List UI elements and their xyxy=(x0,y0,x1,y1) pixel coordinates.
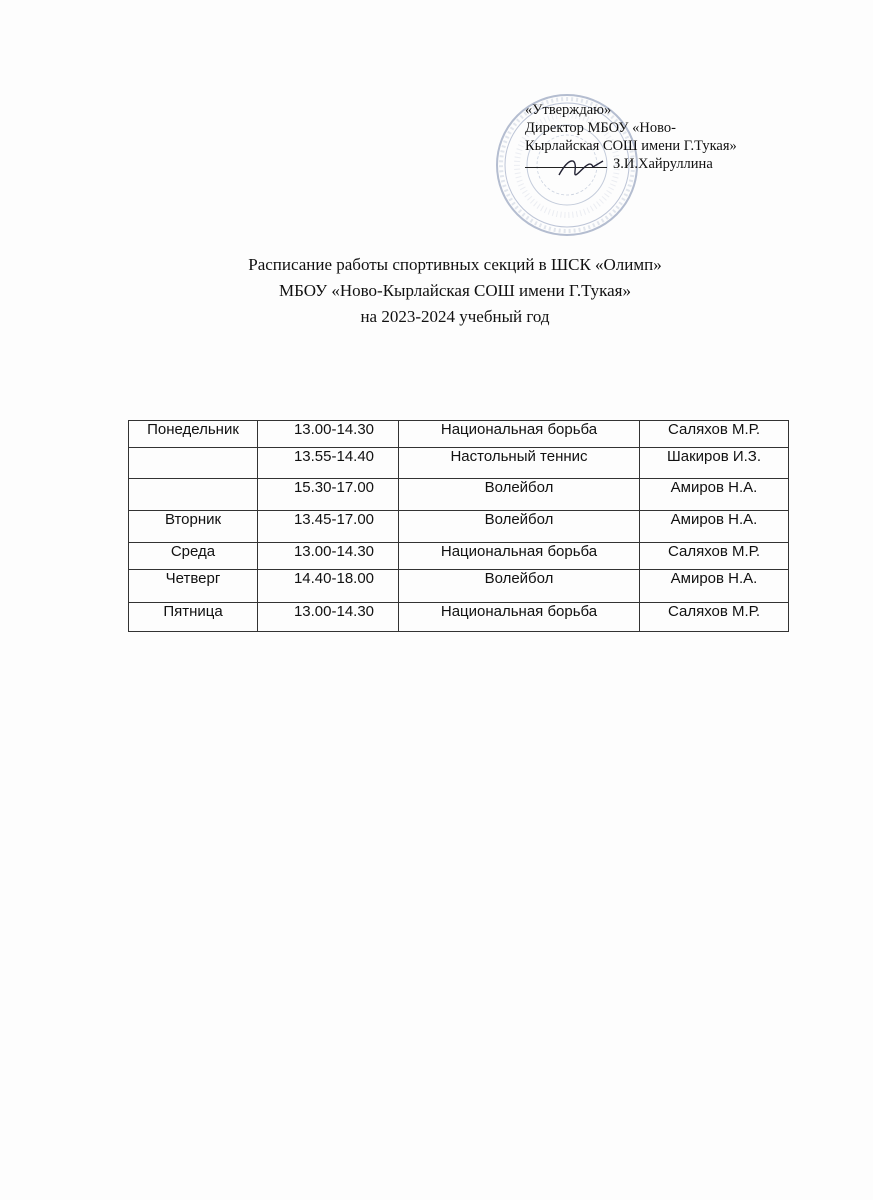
day-cell: Пятница xyxy=(129,603,258,632)
coach-cell: Амиров Н.А. xyxy=(640,570,789,603)
approval-heading: «Утверждаю» xyxy=(525,102,612,118)
sport-cell: Национальная борьба xyxy=(399,543,640,570)
sport-cell: Волейбол xyxy=(399,511,640,543)
table-row xyxy=(129,479,789,511)
sport-cell: Волейбол xyxy=(399,570,640,603)
coach-cell: Саляхов М.Р. xyxy=(640,543,789,570)
schedule-table xyxy=(128,420,789,632)
coach-cell: Амиров Н.А. xyxy=(640,479,789,511)
coach-cell: Амиров Н.А. xyxy=(640,511,789,543)
table-row xyxy=(129,511,789,543)
coach-cell: Саляхов М.Р. xyxy=(640,603,789,632)
title-line-2: МБОУ «Ново-Кырлайская СОШ имени Г.Тукая» xyxy=(279,281,631,300)
approval-position: Директор МБОУ «Ново- xyxy=(525,120,676,136)
day-cell: Понедельник xyxy=(129,421,258,448)
day-cell: Четверг xyxy=(129,570,258,603)
time-cell: 13.45-17.00 xyxy=(258,511,399,543)
sport-cell: Национальная борьба xyxy=(399,603,640,632)
table-row xyxy=(129,603,789,632)
time-cell: 13.00-14.30 xyxy=(258,421,399,448)
sport-cell: Волейбол xyxy=(399,479,640,511)
table-row xyxy=(129,421,789,448)
sport-cell: Настольный теннис xyxy=(399,448,640,479)
time-cell: 13.55-14.40 xyxy=(258,448,399,479)
coach-cell: Шакиров И.З. xyxy=(640,448,789,479)
day-cell: Вторник xyxy=(129,511,258,543)
time-cell: 15.30-17.00 xyxy=(258,479,399,511)
sport-cell: Национальная борьба xyxy=(399,421,640,448)
day-cell: Среда xyxy=(129,543,258,570)
day-cell xyxy=(129,448,258,479)
handwritten-signature xyxy=(555,153,615,183)
time-cell: 14.40-18.00 xyxy=(258,570,399,603)
coach-cell: Саляхов М.Р. xyxy=(640,421,789,448)
table-row xyxy=(129,570,789,603)
time-cell: 13.00-14.30 xyxy=(258,543,399,570)
title-line-1: Расписание работы спортивных секций в ШСК «Олимп» xyxy=(248,255,662,274)
approval-organization: Кырлайская СОШ имени Г.Тукая» xyxy=(525,138,737,154)
time-cell: 13.00-14.30 xyxy=(258,603,399,632)
document-title xyxy=(0,252,873,330)
day-cell xyxy=(129,479,258,511)
table-row xyxy=(129,448,789,479)
title-line-3: на 2023-2024 учебный год xyxy=(360,307,550,326)
table-row xyxy=(129,543,789,570)
approval-signer-name: З.И.Хайруллина xyxy=(613,156,713,172)
approval-block xyxy=(525,101,825,173)
